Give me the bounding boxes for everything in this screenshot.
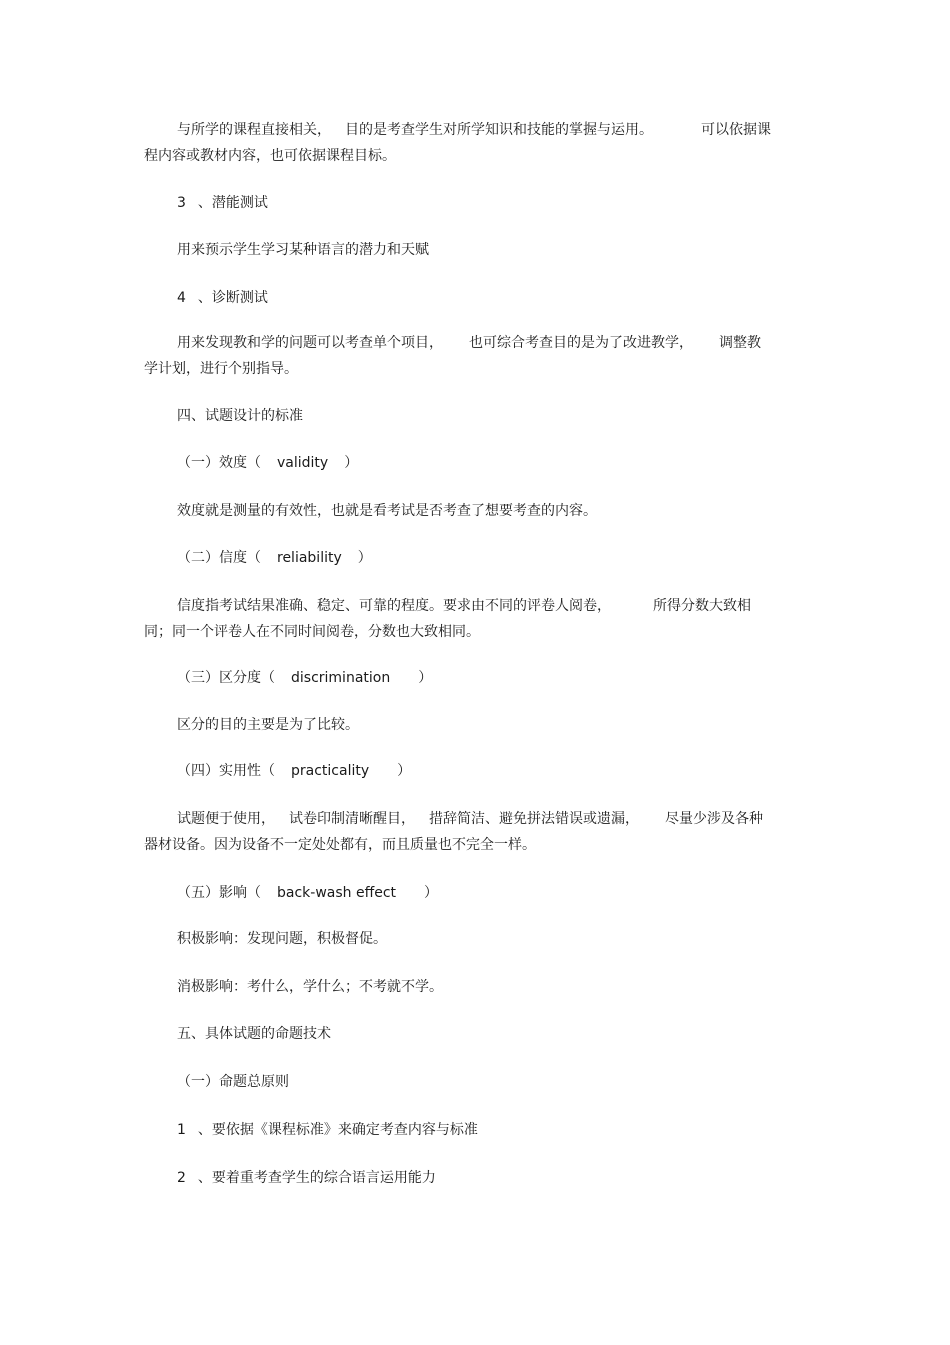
paragraph-positive-effect: 积极影响：发现问题，积极督促。 bbox=[177, 931, 387, 947]
paragraph-practicality: 试题便于使用， 试卷印制清晰醒目， 措辞简洁、避免拼法错误或遗漏， 尽量少涉及各种 器材设备。因为设备不一定处处都有，而且质量也不完全一样。 bbox=[144, 811, 763, 853]
principle-item-2: 2 、要着重考查学生的综合语言运用能力 bbox=[177, 1170, 436, 1186]
subheading-discrimination: （三）区分度（ discrimination ） bbox=[177, 670, 433, 686]
heading-diagnostic-test: 4 、诊断测试 bbox=[177, 290, 268, 306]
subheading-backwash-effect: （五）影响（ back-wash effect ） bbox=[177, 885, 439, 901]
section-heading-5: 五、具体试题的命题技术 bbox=[177, 1026, 331, 1042]
paragraph-reliability: 信度指考试结果准确、稳定、可靠的程度。要求由不同的评卷人阅卷， 所得分数大致相 同；同一个评卷人在不同时间阅卷，分数也大致相同。 bbox=[144, 598, 751, 640]
paragraph-negative-effect: 消极影响：考什么，学什么；不考就不学。 bbox=[177, 979, 443, 995]
subheading-reliability: （二）信度（ reliability ） bbox=[177, 550, 372, 566]
subheading-practicality: （四）实用性（ practicality ） bbox=[177, 763, 412, 779]
paragraph-validity: 效度就是测量的有效性，也就是看考试是否考查了想要考查的内容。 bbox=[177, 503, 597, 519]
section-heading-4: 四、试题设计的标准 bbox=[177, 408, 303, 424]
paragraph-discrimination: 区分的目的主要是为了比较。 bbox=[177, 717, 359, 733]
paragraph-achievement-test: 与所学的课程直接相关， 目的是考查学生对所学知识和技能的掌握与运用。 可以依据课 程内容或教材内容，也可依据课程目标。 bbox=[144, 122, 771, 164]
subheading-general-principles: （一）命题总原则 bbox=[177, 1074, 289, 1090]
heading-aptitude-test: 3 、潜能测试 bbox=[177, 195, 268, 211]
subheading-validity: （一）效度（ validity ） bbox=[177, 455, 359, 471]
paragraph-diagnostic-test: 用来发现教和学的问题可以考查单个项目， 也可综合考查目的是为了改进教学， 调整教 学计划，进行个别指导。 bbox=[144, 335, 761, 377]
principle-item-1: 1 、要依据《课程标准》来确定考查内容与标准 bbox=[177, 1122, 478, 1138]
paragraph-aptitude-test: 用来预示学生学习某种语言的潜力和天赋 bbox=[177, 242, 429, 258]
